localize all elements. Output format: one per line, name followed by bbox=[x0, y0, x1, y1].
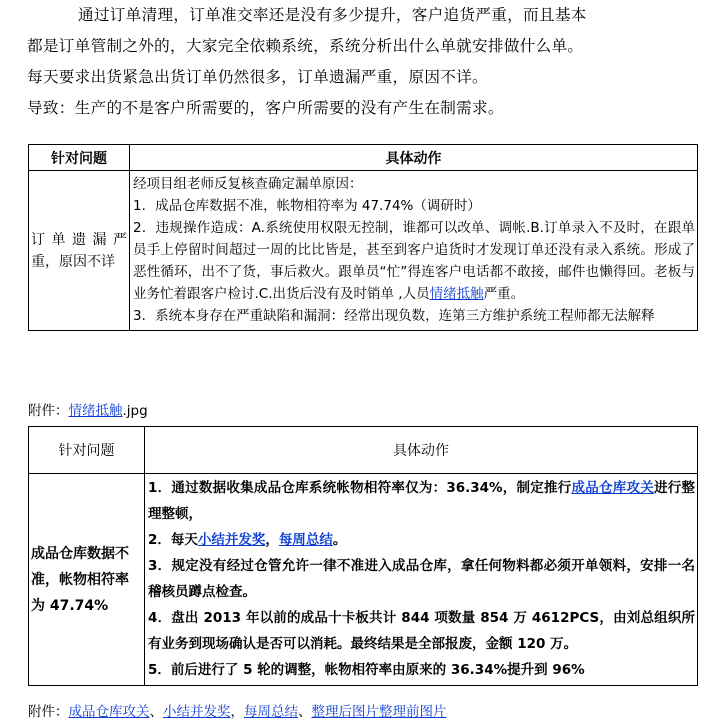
intro-conclusion: 导致：生产的不是客户所需要的，客户所需要的没有产生在制需求。 bbox=[27, 99, 504, 117]
action-intro: 经项目组老师反复核查确定漏单原因： bbox=[133, 176, 363, 192]
action-item-1 bbox=[148, 475, 695, 527]
actions-cell bbox=[130, 171, 698, 331]
daily-summary-link[interactable]: 小结并发奖 bbox=[197, 532, 266, 548]
action-item-3: 3．系统本身存在严重缺陷和漏洞：经常出现负数，连第三方维护系统工程师都无法解释 bbox=[133, 308, 655, 324]
attachment-prefix: 附件： bbox=[28, 704, 69, 720]
table-header-row bbox=[29, 145, 698, 171]
column-header-actions: 具体动作 bbox=[130, 145, 698, 171]
action-item-5: 5．前后进行了 5 轮的调整，帐物相符率由原来的 36.34%提升到 96% bbox=[148, 662, 585, 678]
attachment-line-2 bbox=[28, 702, 447, 722]
intro-text bbox=[0, 0, 704, 124]
attachment-separator: 、 bbox=[149, 704, 163, 720]
action-item-2 bbox=[133, 217, 695, 305]
column-header-actions: 具体动作 bbox=[145, 427, 698, 474]
action-item-4: 4．盘出 2013 年以前的成品十卡板共计 844 项数量 854 万 4612PCS，由刘总组织所有业务到现场确认是否可以消耗。最终结果是全部报废，金额 120 万。 bbox=[148, 610, 695, 652]
table-row bbox=[29, 474, 698, 686]
intro-line-2: 都是订单管制之外的，大家完全依赖系统，系统分析出什么单就安排做什么单。 bbox=[27, 37, 584, 55]
column-header-issue: 针对问题 bbox=[29, 145, 130, 171]
attachment-link-weekly-summary[interactable]: 每周总结 bbox=[244, 704, 298, 720]
attachment-separator: 、 bbox=[298, 704, 312, 720]
issue-action-table-1 bbox=[28, 144, 698, 331]
attachment-link-warehouse-tackle[interactable]: 成品仓库攻关 bbox=[68, 704, 150, 720]
intro-line-1: 通过订单清理，订单准交率还是没有多少提升，客户追货严重，而且基本 bbox=[78, 6, 587, 24]
action-item-1-end: 进行整理整顿， bbox=[148, 480, 696, 522]
action-item-2-prefix: 2．每天 bbox=[148, 532, 198, 548]
attachment-separator: ， bbox=[230, 704, 244, 720]
table-row bbox=[29, 171, 698, 331]
action-item-2-separator: ， bbox=[265, 532, 279, 548]
attachment-prefix: 附件： bbox=[28, 403, 69, 419]
emotion-resistance-link[interactable]: 情绪抵触 bbox=[429, 286, 484, 302]
table-header-row bbox=[29, 427, 698, 474]
attachment-extension: .jpg bbox=[122, 403, 148, 419]
issue-action-table-2 bbox=[28, 426, 698, 686]
attachment-link-daily-summary[interactable]: 小结并发奖 bbox=[163, 704, 231, 720]
action-item-1-text: 1．通过数据收集成品仓库系统帐物相符率仅为：36.34%，制定推行 bbox=[148, 480, 572, 496]
action-item-2-end: 。 bbox=[332, 532, 347, 548]
attachment-line-1 bbox=[28, 401, 148, 421]
action-item-3: 3．规定没有经过仓管允许一律不准进入成品仓库，拿任何物料都必须开单领料，安排一名稽核员蹲点检查。 bbox=[148, 558, 695, 600]
action-item-2-end: 严重。 bbox=[483, 286, 525, 302]
action-item-1: 1．成品仓库数据不准，帐物相符率为 47.74%（调研时） bbox=[133, 198, 481, 214]
issue-cell: 成品仓库数据不准，帐物相符率为 47.74% bbox=[29, 474, 145, 686]
attachment-link-emotion-resistance[interactable]: 情绪抵触 bbox=[68, 403, 123, 419]
issue-cell: 订单遗漏严重，原因不详 bbox=[29, 171, 130, 331]
actions-cell bbox=[145, 474, 698, 686]
intro-line-3: 每天要求出货紧急出货订单仍然很多，订单遗漏严重，原因不详。 bbox=[27, 68, 488, 86]
column-header-issue: 针对问题 bbox=[29, 427, 145, 474]
attachment-link-photos[interactable]: 整理后图片整理前图片 bbox=[311, 704, 447, 720]
action-item-2 bbox=[148, 527, 695, 553]
weekly-summary-link[interactable]: 每周总结 bbox=[278, 532, 333, 548]
action-item-2-text: 2．违规操作造成：A.系统使用权限无控制，谁都可以改单、调帐.B.订单录入不及时，在跟单员手上停留时间超过一周的比比皆是，甚至到客户追货时才发现订单还没有录入系统。形成了恶性循环，出不了货，事后救火。跟单员“忙”得连客户电话都不敢接，邮件也懒得回。老板与业务忙着跟客户检讨.C.出货后没有及时销单 ,人员 bbox=[133, 220, 695, 302]
warehouse-tackle-link[interactable]: 成品仓库攻关 bbox=[571, 480, 655, 496]
